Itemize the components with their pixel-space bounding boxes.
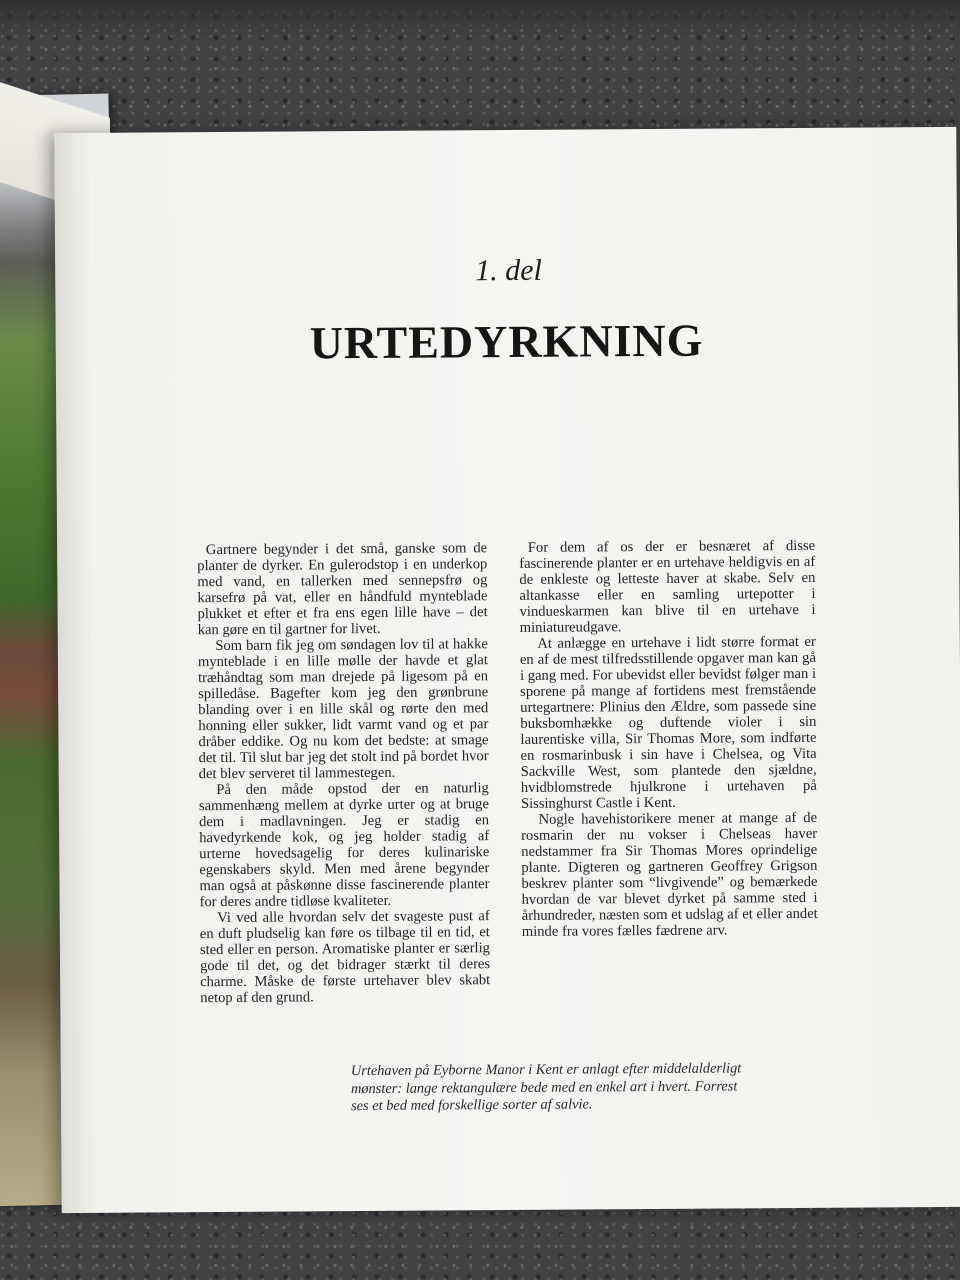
paragraph: Som barn fik jeg om søndagen lov til at hakke mynteblade i en lille mølle der havde et glat træhåndtag som man drejede på ligesom på en spilledåse. Bagefter kom jeg den grønbrune blanding over i en lille skål og rørte den med honning eller sukker, lidt varmt vand og et par dråber eddike. Og nu kom det bedste: at smage det til. Til slut bar jeg det stolt ind på bordet hvor det blev serveret til lammestegen. bbox=[197, 636, 489, 783]
part-label: 1. del bbox=[475, 253, 542, 288]
paragraph: For dem af os der er besnæret af disse fascinerende planter er en urtehave heldigvis en af de enkleste og letteste haver at skabe. Selv en altankasse eller en samling urtepotter i vindueskarmen kan blive til en urtehave i miniatureudgave. bbox=[519, 537, 816, 636]
chapter-title: URTEDYRKNING bbox=[309, 314, 704, 369]
photo-caption: Urtehaven på Eyborne Manor i Kent er anlagt efter middelalderligt mønster: lange rektangulære bede med en enkel art i hvert. Forrest ses et bed med forskellige sorter af salvie. bbox=[350, 1060, 742, 1115]
paragraph: Vi ved alle hvordan selv det svageste pust af en duft pludselig kan føre os tilbage til en tid, et sted eller en person. Aromatiske planter er særlig gode til det, og det bidrager stærkt til deres charme. Måske de første urtehaver blev skabt netop af den grund. bbox=[199, 908, 491, 1007]
left-text-column bbox=[197, 540, 490, 1006]
background-shadow bbox=[0, 0, 960, 38]
right-text-column bbox=[519, 538, 818, 940]
paragraph: Gartnere begynder i det små, ganske som de planter de dyrker. En gulerodstop i en underkop med vand, en tallerken med sennepsfrø og karsefrø på vat, eller en håndfuld mynteblade plukket et efter et fra ens egen lille have – det kan gøre en til gartner for livet. bbox=[197, 540, 488, 639]
book-page bbox=[54, 127, 960, 1213]
paragraph: Nogle havehistorikere mener at mange af de rosmarin der nu vokser i Chelseas haver nedstammer fra Sir Thomas Mores oprindelige plante. Digteren og gartneren Geoffrey Grigson beskrev planter som “livgivende” og bemærkede hvordan de var blevet dyrket på samme sted i århundreder, næsten som et udslag af et eller andet minde fra vores fælles fædrene arv. bbox=[521, 809, 818, 940]
paragraph: At anlægge en urtehave i lidt større format er en af de mest tilfredsstillende opgaver man kan gå i gang med. For ubevidst eller bevidst følger man i sporene på mange af fortidens mest fremstående urtegartnere: Plinius den Ældre, som passede sine buksbomhække og duftende violer i sin laurentiske villa, Sir Thomas More, som indførte en rosmarinbusk i sin have i Chelsea, og Vita Sackville West, som plantede den sjældne, hvidblomstrede hjulkrone i urtehaven på Sissinghurst Castle i Kent. bbox=[519, 633, 817, 812]
paragraph: På den måde opstod der en naturlig sammenhæng mellem at dyrke urter og at bruge dem i madlavningen. Jeg er stadig en havedyrkende kok, og jeg holder stadig af urterne hovedsagelig for deres kulinariske egenskabers skyld. Men med årene begynder man også at påskønne disse fascinerende planter for deres andre tidløse kvaliteter. bbox=[198, 780, 490, 911]
